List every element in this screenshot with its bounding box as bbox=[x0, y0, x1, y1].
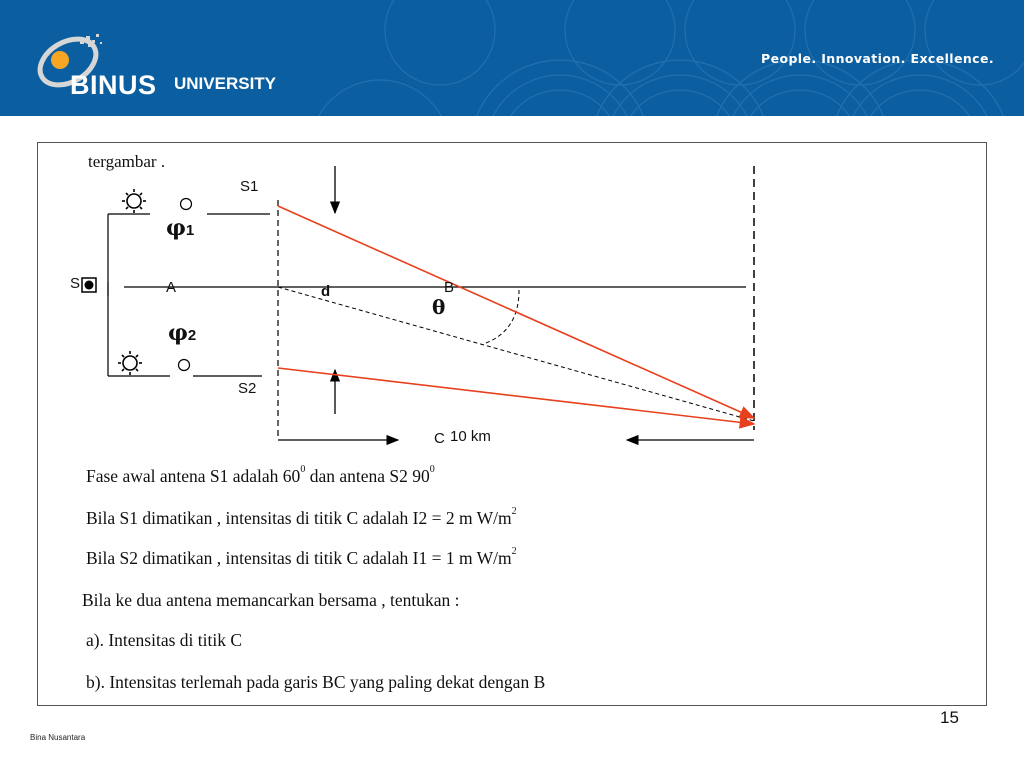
footer-org: Bina Nusantara bbox=[30, 733, 86, 742]
label-phi1: φ1 bbox=[166, 215, 195, 241]
text-line-4: Bila ke dua antena memancarkan bersama , tentukan : bbox=[82, 590, 460, 610]
label-d: d bbox=[321, 283, 331, 300]
dashed-ray bbox=[278, 287, 754, 421]
label-s: S bbox=[70, 275, 81, 292]
sun-icon-s1 bbox=[122, 189, 146, 213]
page-number: 15 bbox=[940, 708, 959, 727]
label-distance: 10 km bbox=[450, 428, 491, 445]
tagline: People. Innovation. Excellence. bbox=[761, 51, 994, 66]
circle-icon-s2 bbox=[179, 360, 190, 371]
label-b: B bbox=[444, 279, 455, 296]
sun-icon-s2 bbox=[118, 351, 142, 375]
text-line-6: b). Intensitas terlemah pada garis BC yang paling dekat dengan B bbox=[86, 672, 546, 692]
ray-s1 bbox=[278, 206, 754, 418]
text-line-5: a). Intensitas di titik C bbox=[86, 630, 243, 650]
ray-s2 bbox=[278, 368, 754, 424]
label-a: A bbox=[166, 279, 177, 296]
source-icon bbox=[82, 278, 96, 292]
text-line-2: Bila S1 dimatikan , intensitas di titik C adalah I2 = 2 m $W/m^2$ bbox=[86, 506, 517, 528]
intro-text: tergambar . bbox=[88, 152, 166, 171]
logo-university: UNIVERSITY bbox=[174, 74, 277, 93]
label-s2: S2 bbox=[238, 380, 257, 397]
label-c: C bbox=[434, 430, 445, 447]
circle-icon-s1 bbox=[181, 199, 192, 210]
label-theta: θ bbox=[432, 295, 446, 319]
text-line-1: Fase awal antena S1 adalah $60^0$ dan antena S2 $90^0$ bbox=[86, 464, 435, 486]
text-line-3: Bila S2 dimatikan , intensitas di titik C adalah I1 = 1 m $W/m^2$ bbox=[86, 546, 517, 568]
label-s1: S1 bbox=[240, 178, 259, 195]
logo-binus: BINUS bbox=[70, 70, 157, 100]
theta-arc bbox=[486, 290, 519, 343]
label-phi2: φ2 bbox=[168, 320, 197, 346]
